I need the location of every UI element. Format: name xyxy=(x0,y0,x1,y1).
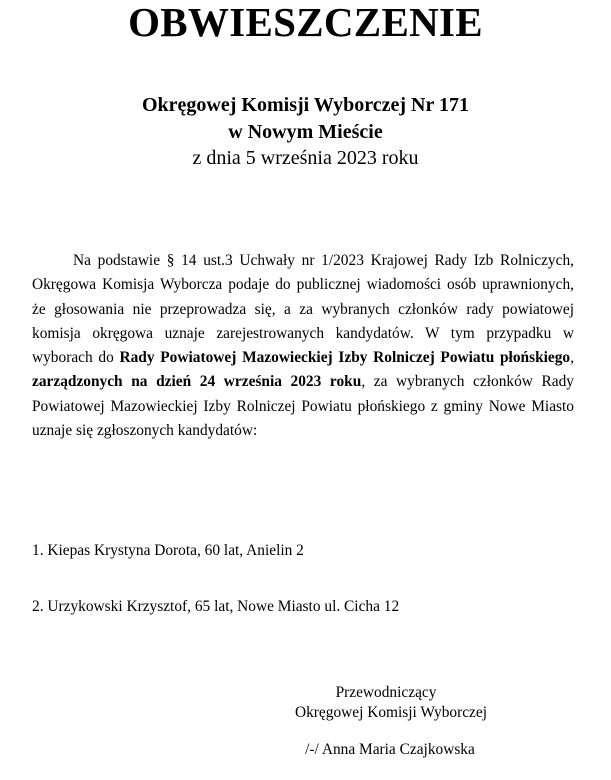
header-location: w Nowym Mieście xyxy=(228,121,383,143)
body-text-part1: Na podstawie § 14 ust.3 Uchwały nr 1/2023 Krajowej Rady Izb Rolniczych, Okręgowa Komisja Wyborcza podaje do publicznej wiadomości osób uprawnionych, że głosowania nie przeprowadza się, a za wybranych członków rady powiatowej komisja okręgowa uznaje zarejestrowanych kandydatów. W tym przypadku w wyborach do xyxy=(32,252,574,367)
candidate-item-2: 2. Urzykowski Krzysztof, 65 lat, Nowe Miasto ul. Cicha 12 xyxy=(32,598,400,615)
signature-name: /-/ Anna Maria Czajkowska xyxy=(305,741,475,758)
document-title: OBWIESZCZENIE xyxy=(128,0,483,45)
candidate-item-1: 1. Kiepas Krystyna Dorota, 60 lat, Anielin 2 xyxy=(32,542,304,559)
body-bold-date: zarządzonych na dzień 24 września 2023 roku xyxy=(32,373,362,391)
body-text-part3: , za wybranych członków Rady Powiatowej Mazowieckiej Izby Rolniczej Powiatu płońskiego z gminy Nowe Miasto uznaje się zgłoszonych kandydatów: xyxy=(32,373,574,440)
signature-role: Przewodniczący xyxy=(335,684,437,701)
body-bold-council: Rady Powiatowej Mazowieckiej Izby Rolniczej Powiatu płońskiego xyxy=(119,349,571,367)
body-text-part2: , xyxy=(570,349,574,367)
signature-body: Okręgowej Komisji Wyborczej xyxy=(295,704,487,721)
header-commission: Okręgowej Komisji Wyborczej Nr 171 xyxy=(142,94,469,116)
body-paragraph xyxy=(32,249,574,443)
header-date: z dnia 5 września 2023 roku xyxy=(192,147,419,169)
